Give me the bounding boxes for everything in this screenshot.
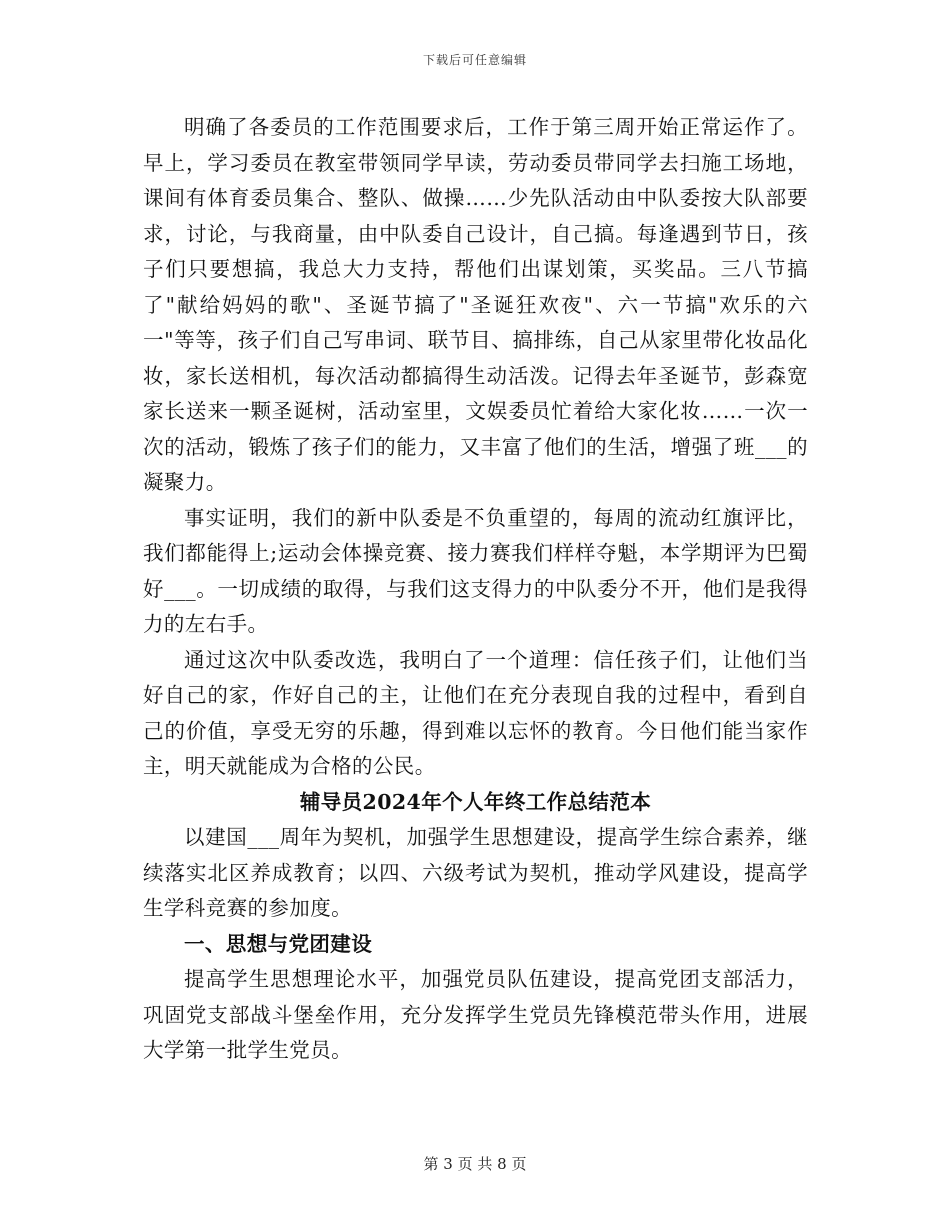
paragraph-party-building: 提高学生思想理论水平，加强党员队伍建设，提高党团支部活力，巩固党支部战斗堡垒作用，充分发挥学生党员先锋模范带头作用，进展大学第一批学生党员。 bbox=[143, 967, 808, 1062]
document-body bbox=[143, 110, 808, 1069]
paragraph-results: 事实证明，我们的新中队委是不负重望的，每周的流动红旗评比，我们都能得上;运动会体操竞赛、接力赛我们样样夺魁，本学期评为巴蜀好___。一切成绩的取得，与我们这支得力的中队委分不开，他们是我得力的左右手。 bbox=[143, 505, 808, 636]
page-header: 下载后可任意编辑 bbox=[422, 53, 527, 67]
page-footer: 第 3 页 共 8 页 bbox=[423, 1155, 527, 1173]
paragraph-lesson: 通过这次中队委改选，我明白了一个道理：信任孩子们，让他们当好自己的家，作好自己的主，让他们在充分表现自我的过程中，看到自己的价值，享受无穷的乐趣，得到难以忘怀的教育。今日他们能当家作主，明天就能成为合格的公民。 bbox=[143, 647, 808, 778]
section-heading-ideology: 一、思想与党团建设 bbox=[184, 931, 373, 956]
section-title: 辅导员2024年个人年终工作总结范本 bbox=[299, 789, 652, 814]
paragraph-committee-work: 明确了各委员的工作范围要求后，工作于第三周开始正常运作了。早上，学习委员在教室带领同学早读，劳动委员带同学去扫施工场地，课间有体育委员集合、整队、做操……少先队活动由中队委按大队部要求，讨论，与我商量，由中队委自己设计，自己搞。每逢遇到节日，孩子们只要想搞，我总大力支持，帮他们出谋划策，买奖品。三八节搞了"献给妈妈的歌"、圣诞节搞了"圣诞狂欢夜"、六一节搞"欢乐的六一"等等，孩子们自己写串词、联节目、搞排练，自己从家里带化妆品化妆，家长送相机，每次活动都搞得生动活泼。记得去年圣诞节，彭森宽家长送来一颗圣诞树，活动室里，文娱委员忙着给大家化妆……一次一次的活动，锻炼了孩子们的能力，又丰富了他们的生活，增强了班___的凝聚力。 bbox=[143, 115, 808, 494]
paragraph-intro: 以建国___周年为契机，加强学生思想建设，提高学生综合素养，继续落实北区养成教育；以四、六级考试为契机，推动学风建设，提高学生学科竞赛的参加度。 bbox=[143, 825, 808, 920]
